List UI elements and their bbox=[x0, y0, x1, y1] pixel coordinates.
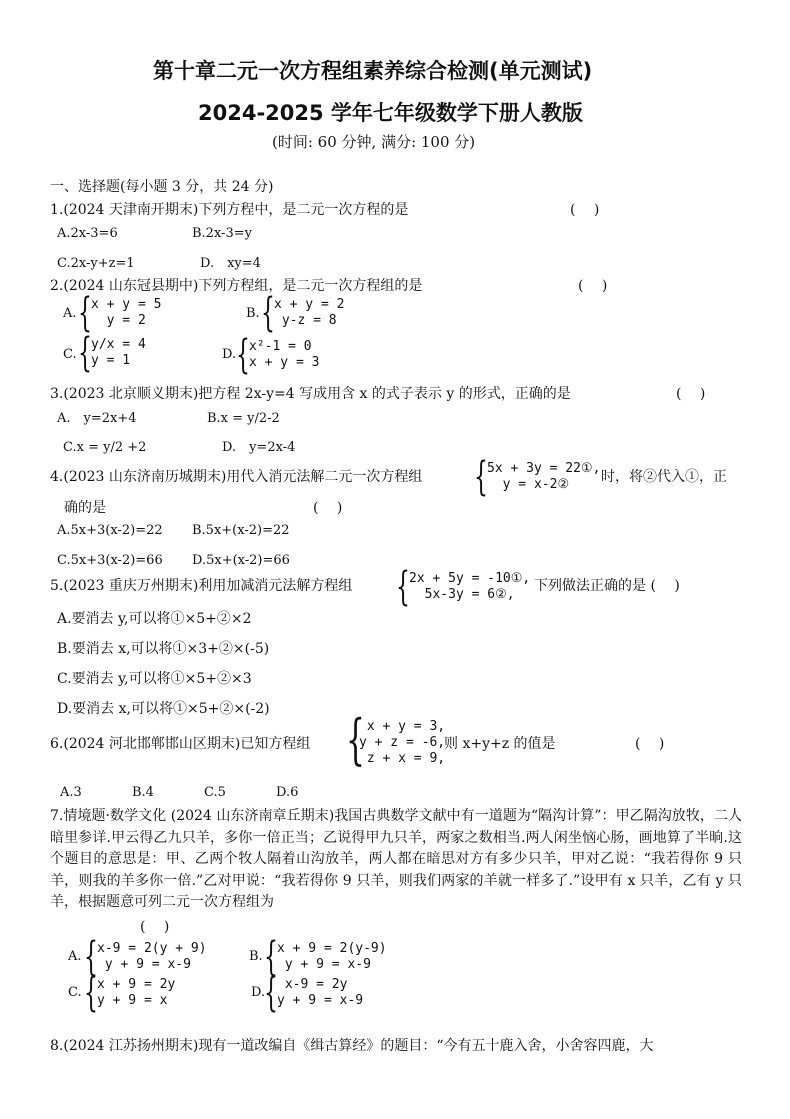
q2-option-a-label: A. bbox=[63, 306, 77, 321]
page-title: 第十章二元一次方程组素养综合检测(单元测试) bbox=[153, 59, 593, 83]
q7-paren: ( ) bbox=[140, 919, 170, 935]
q3-stem: 3.(2023 北京顺义期末)把方程 2x-y=4 写成用含 x 的式子表示 y 的形式，正确的是 bbox=[50, 386, 571, 402]
q4-option-c: C.5x+3(x-2)=66 bbox=[57, 553, 163, 568]
equation-row: 2x + 5y = -10①, bbox=[409, 571, 531, 586]
q1-option-d: D. xy=4 bbox=[200, 256, 261, 271]
q1-option-a: A.2x-3=6 bbox=[57, 226, 118, 241]
equation-row: z + x = 9, bbox=[359, 751, 446, 766]
equation-row: x-9 = 2(y + 9) bbox=[97, 941, 207, 956]
equation-row: y = 1 bbox=[91, 353, 131, 368]
q5-option-d: D.要消去 x,可以将①×5+②×(-2) bbox=[57, 701, 270, 717]
equation-row: x²-1 = 0 bbox=[249, 339, 312, 354]
q6-paren: ( ) bbox=[635, 736, 665, 752]
q4-option-b: B.5x+(x-2)=22 bbox=[192, 523, 290, 538]
brace-icon: { bbox=[396, 564, 410, 610]
q6-option-d: D.6 bbox=[276, 785, 299, 800]
q2-option-c-label: C. bbox=[63, 347, 77, 362]
q7-option-d-label: D. bbox=[251, 985, 266, 1000]
equation-row: y + 9 = x-9 bbox=[277, 993, 364, 1008]
q1-stem: 1.(2024 天津南开期末)下列方程中，是二元一次方程的是 bbox=[50, 202, 409, 218]
q6-option-b: B.4 bbox=[132, 785, 154, 800]
q8-stem: 8.(2024 江苏扬州期末)现有一道改编自《缉古算经》的题目：“今有五十鹿入舍，小舍容四鹿，大 bbox=[50, 1038, 654, 1054]
equation-row: y + 9 = x bbox=[97, 993, 168, 1008]
equation-row: y-z = 8 bbox=[274, 313, 337, 328]
equation-row: 5x + 3y = 22①, bbox=[487, 461, 601, 476]
brace-icon: { bbox=[84, 970, 98, 1016]
brace-icon: { bbox=[346, 708, 365, 771]
q5-option-c: C.要消去 y,可以将①×5+②×3 bbox=[57, 671, 252, 687]
q5-stem: 5.(2023 重庆万州期末)利用加减消元法解方程组 bbox=[50, 578, 353, 594]
brace-icon: { bbox=[474, 454, 488, 500]
page-subtitle: 2024-2025 学年七年级数学下册人教版 bbox=[198, 101, 583, 125]
equation-row: y/x = 4 bbox=[91, 337, 146, 352]
equation-row: x + y = 3, bbox=[359, 719, 446, 734]
equation-row: y + z = -6, bbox=[359, 735, 446, 750]
q2-option-d-label: D. bbox=[222, 347, 237, 362]
brace-icon: { bbox=[84, 934, 98, 980]
q7-option-b-label: B. bbox=[249, 949, 263, 964]
brace-icon: { bbox=[236, 332, 250, 378]
q6-stem-tail: 则 x+y+z 的值是 bbox=[444, 736, 556, 752]
brace-icon: { bbox=[261, 290, 275, 336]
q3-option-a: A. y=2x+4 bbox=[57, 411, 137, 426]
q4-option-d: D.5x+(x-2)=66 bbox=[192, 553, 290, 568]
q4-stem-line2: 确的是 bbox=[64, 500, 106, 516]
q3-option-b: B.x = y/2-2 bbox=[207, 411, 280, 426]
q7-option-c-label: C. bbox=[68, 985, 82, 1000]
q4-option-a: A.5x+3(x-2)=22 bbox=[57, 523, 163, 538]
q1-option-c: C.2x-y+z=1 bbox=[57, 256, 135, 271]
equation-row: y + 9 = x-9 bbox=[277, 957, 371, 972]
equation-row: 5x-3y = 6②, bbox=[409, 587, 515, 602]
brace-icon: { bbox=[264, 970, 278, 1016]
equation-row: x + 9 = 2(y-9) bbox=[277, 941, 387, 956]
equation-row: y = x-2② bbox=[487, 477, 570, 492]
brace-icon: { bbox=[78, 330, 92, 376]
q1-option-b: B.2x-3=y bbox=[192, 226, 252, 241]
q7-option-a-label: A. bbox=[68, 949, 82, 964]
time-info: (时间: 60 分钟, 满分: 100 分) bbox=[272, 133, 476, 151]
equation-row: x + 9 = 2y bbox=[97, 977, 176, 992]
q5-stem-tail: 下列做法正确的是 ( ) bbox=[534, 578, 680, 594]
q3-option-c: C.x = y/2 +2 bbox=[63, 440, 147, 455]
q7-stem: 7.情境题·数学文化 (2024 山东济南章丘期末)我国古典数学文献中有一道题为“隔沟计算”：甲乙隔沟放牧，二人暗里参详.甲云得乙九只羊，多你一倍正当；乙说得甲九只羊，两家之数相当.两人闲坐恼心肠，画地算了半晌.这个题目的意思是：甲、乙两个牧人隔着山沟放羊，两人都在暗思对方有多少只羊，甲对乙说：“我若得你 9 只羊，则我的羊多你一倍.”乙对甲说：“我若得你 9 只羊，则我们两家的羊就一样多了.”设甲有 x 只羊，乙有 y 只羊，根据题意可列二元一次方程组为 bbox=[50, 808, 742, 910]
q2-paren: ( ) bbox=[578, 278, 608, 294]
q4-stem-tail: 时，将②代入①，正 bbox=[601, 469, 727, 485]
equation-row: x + y = 3 bbox=[249, 355, 320, 370]
q6-option-a: A.3 bbox=[60, 785, 82, 800]
q4-stem: 4.(2023 山东济南历城期末)用代入消元法解二元一次方程组 bbox=[50, 469, 423, 485]
q2-option-b-label: B. bbox=[246, 306, 260, 321]
q6-stem: 6.(2024 河北邯郸邯山区期末)已知方程组 bbox=[50, 736, 311, 752]
q5-option-a: A.要消去 y,可以将①×5+②×2 bbox=[57, 611, 252, 627]
brace-icon: { bbox=[264, 934, 278, 980]
section-heading: 一、选择题(每小题 3 分，共 24 分) bbox=[50, 179, 274, 195]
q3-option-d: D. y=2x-4 bbox=[222, 440, 296, 455]
q6-option-c: C.5 bbox=[204, 785, 226, 800]
q1-paren: ( ) bbox=[570, 202, 600, 218]
q3-paren: ( ) bbox=[676, 386, 706, 402]
q2-stem: 2.(2024 山东冠县期中)下列方程组，是二元一次方程组的是 bbox=[50, 278, 423, 294]
equation-row: y + 9 = x-9 bbox=[97, 957, 191, 972]
equation-row: x-9 = 2y bbox=[277, 977, 348, 992]
q5-option-b: B.要消去 x,可以将①×3+②×(-5) bbox=[57, 641, 270, 657]
q4-paren: ( ) bbox=[313, 500, 343, 516]
equation-row: x + y = 5 bbox=[91, 297, 162, 312]
equation-row: y = 2 bbox=[91, 313, 146, 328]
equation-row: x + y = 2 bbox=[274, 297, 345, 312]
brace-icon: { bbox=[78, 290, 92, 336]
